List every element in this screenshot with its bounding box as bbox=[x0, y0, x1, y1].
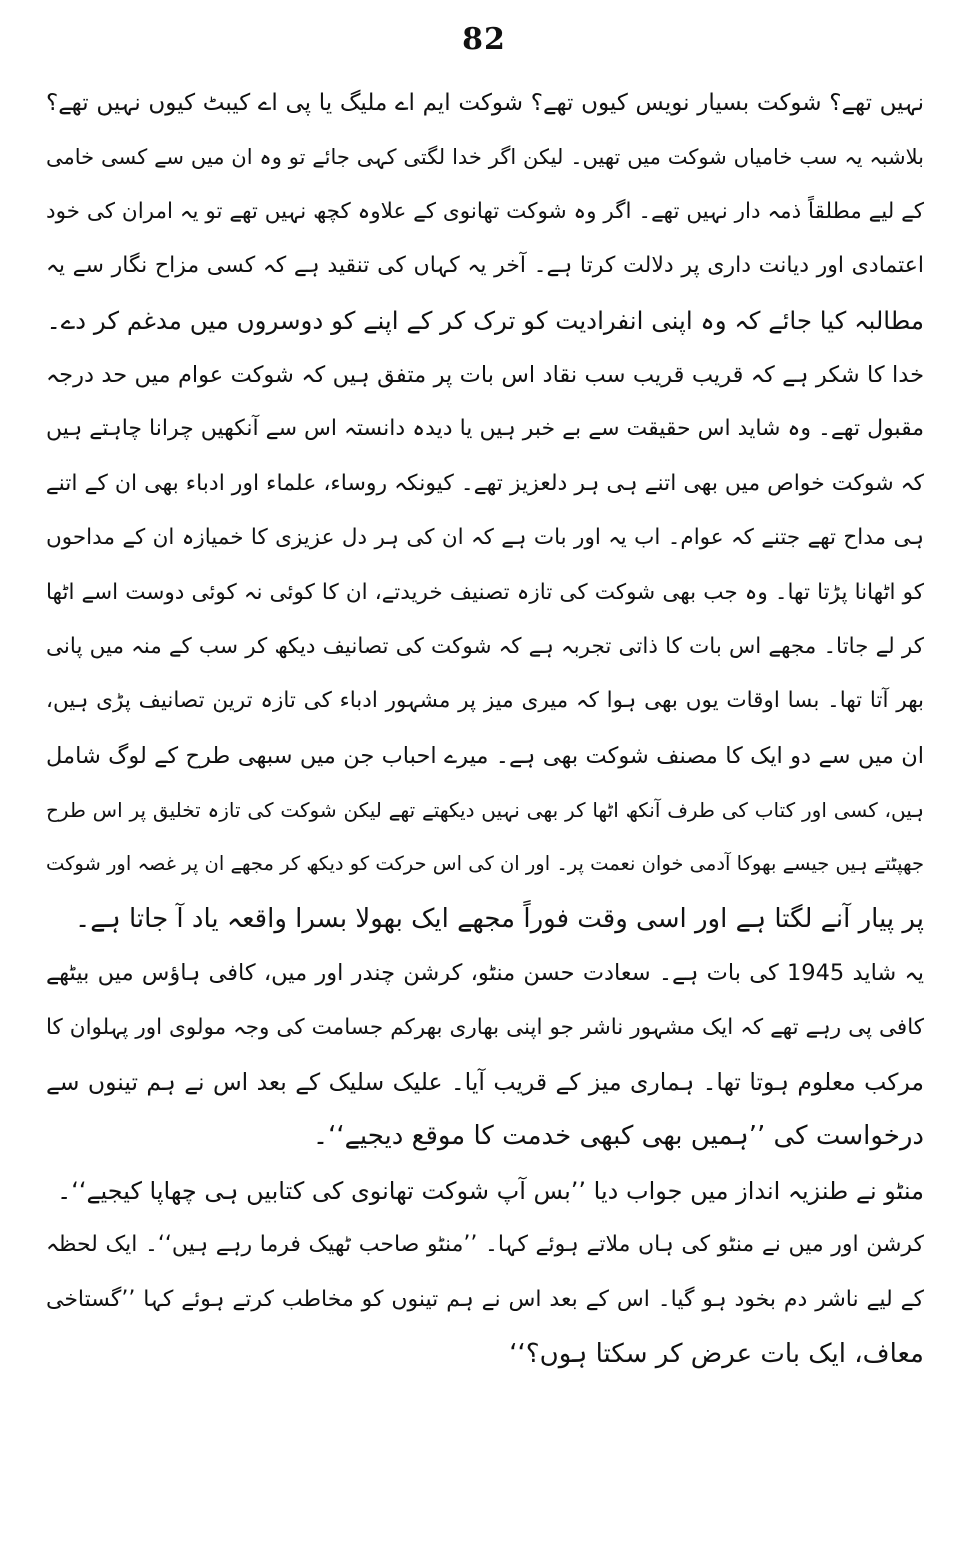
page-number: 82 bbox=[462, 22, 506, 57]
text-line: کے لیے مطلقاً ذمہ دار نہیں تھے۔ اگر وہ شوکت تھانوی کے علاوہ کچھ نہیں تھے تو یہ امران کی خود bbox=[46, 198, 924, 224]
text-line: بلاشبہ یہ سب خامیاں شوکت میں تھیں۔ لیکن اگر خدا لگتی کہی جائے تو وہ ان میں سے کسی خامی bbox=[46, 145, 924, 170]
text-line: منٹو نے طنزیہ انداز میں جواب دیا ’’بس آپ شوکت تھانوی کی کتابیں ہی چھاپا کیجیے‘‘۔ bbox=[57, 1176, 924, 1205]
text-line: ہیں، کسی اور کتاب کی طرف آنکھ اٹھا کر بھی نہیں دیکھتے تھے لیکن شوکت کی تازہ تخلیق پر اس طرح bbox=[46, 798, 924, 823]
text-line: کر لے جاتا۔ مجھے اس بات کا ذاتی تجربہ ہے کہ شوکت کی تصانیف دیکھ کر سب کے منہ میں پانی bbox=[46, 633, 924, 659]
text-line: کو اٹھانا پڑتا تھا۔ وہ جب بھی شوکت کی تازہ تصنیف خریدتے، ان کا کوئی نہ کوئی دوست اسے اٹھا bbox=[46, 579, 924, 605]
text-line: بھر آتا تھا۔ بسا اوقات یوں بھی ہوا کہ میری میز پر مشہور ادباء کی تازہ ترین تصانیف پڑی ہیں، bbox=[46, 688, 924, 714]
text-line: معاف، ایک بات عرض کر سکتا ہوں؟‘‘ bbox=[509, 1338, 924, 1369]
text-line: کافی پی رہے تھے کہ ایک مشہور ناشر جو اپنی بھاری بھرکم جسامت کی وجہ مولوی اور پہلوان کا bbox=[46, 1014, 924, 1040]
text-line: ان میں سے دو ایک کا مصنف شوکت بھی ہے۔ میرے احباب جن میں سبھی طرح کے لوگ شامل bbox=[46, 742, 924, 769]
text-line: مطالبہ کیا جائے کہ وہ اپنی انفرادیت کو ترک کر کے اپنے کو دوسروں میں مدغم کر دے۔ bbox=[46, 305, 924, 335]
page-text bbox=[46, 76, 924, 1381]
text-line: پر پیار آنے لگتا ہے اور اسی وقت فوراً مجھے ایک بھولا بسرا واقعہ یاد آ جاتا ہے۔ bbox=[75, 903, 924, 934]
text-line: مرکب معلوم ہوتا تھا۔ ہماری میز کے قریب آیا۔ علیک سلیک کے بعد اس نے ہم تینوں سے bbox=[46, 1068, 924, 1097]
text-line: کے لیے ناشر دم بخود ہو گیا۔ اس کے بعد اس نے ہم تینوں کو مخاطب کرتے ہوئے کہا ’’گستاخی bbox=[46, 1286, 924, 1312]
text-line: اعتمادی اور دیانت داری پر دلالت کرتا ہے۔ آخر یہ کہاں کی تنقید ہے کہ کسی مزاح نگار سے یہ bbox=[46, 253, 924, 279]
text-line: یہ شاید 1945 کی بات ہے۔ سعادت حسن منٹو، کرشن چندر اور میں، کافی ہاؤس میں بیٹھے bbox=[46, 960, 924, 987]
text-line: کرشن اور میں نے منٹو کی ہاں ملاتے ہوئے کہا۔ ’’منٹو صاحب ٹھیک فرما رہے ہیں‘‘۔ ایک لحظہ bbox=[46, 1232, 924, 1258]
text-line: مقبول تھے۔ وہ شاید اس حقیقت سے بے خبر ہیں یا دیدہ دانستہ اس سے آنکھیں چرانا چاہتے ہیں bbox=[46, 416, 924, 442]
text-line: درخواست کی ’’ہمیں بھی کبھی خدمت کا موقع دیجیے‘‘۔ bbox=[312, 1121, 924, 1152]
text-line: نہیں تھے؟ شوکت بسیار نویس کیوں تھے؟ شوکت ایم اے ملیگ یا پی اے کیبٹ کیوں نہیں تھے؟ bbox=[46, 90, 924, 116]
text-line: ہی مداح تھے جتنے کہ عوام۔ اب یہ اور بات ہے کہ ان کی ہر دل عزیزی کا خمیازہ ان کے مداحوں bbox=[46, 525, 924, 551]
text-line: کہ شوکت خواص میں بھی اتنے ہی ہر دلعزیز تھے۔ کیونکہ روساء، علماء اور ادباء بھی ان کے اتنے bbox=[46, 470, 924, 496]
text-line: جھپٹتے ہیں جیسے بھوکا آدمی خوان نعمت پر۔ اور ان کی اس حرکت کو دیکھ کر مجھے ان پر غصہ اور شوکت bbox=[46, 852, 924, 876]
text-line: خدا کا شکر ہے کہ قریب قریب سب نقاد اس بات پر متفق ہیں کہ شوکت عوام میں حد درجہ bbox=[46, 361, 924, 388]
